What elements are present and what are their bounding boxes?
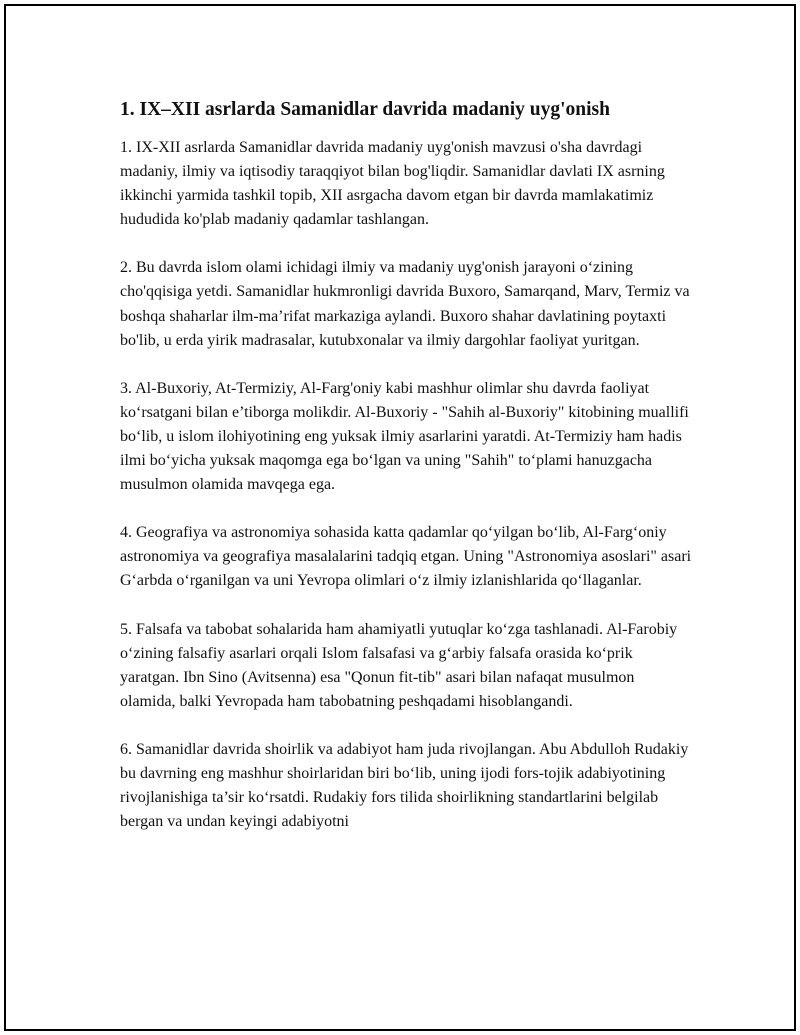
paragraph-4: 4. Geografiya va astronomiya sohasida katta qadamlar qo‘yilgan bo‘lib, Al-Farg‘oniy astronomiya va geografiya masalalarini tadqiq etgan. Uning "Astronomiya asoslari" asari G‘arbda o‘rganilgan va uni Yevropa olimlari o‘z ilmiy izlanishlarida qo‘llaganlar.	[120, 524, 692, 590]
document-title: 1. IX–XII asrlarda Samanidlar davrida madaniy uyg'onish	[120, 99, 610, 120]
document-content	[120, 96, 692, 858]
paragraph-2: 2. Bu davrda islom olami ichidagi ilmiy va madaniy uyg'onish jarayoni o‘zining cho'qqisiga yetdi. Samanidlar hukmronligi davrida Buxoro, Samarqand, Marv, Termiz va boshqa shaharlar ilm-ma’rifat markaziga aylandi. Buxoro shahar davlatining poytaxti bo'lib, u erda yirik madrasalar, kutubxonalar va ilmiy dargohlar faoliyat yuritgan.	[120, 259, 690, 349]
paragraph-5: 5. Falsafa va tabobat sohalarida ham ahamiyatli yutuqlar ko‘zga tashlanadi. Al-Farobiy o‘zining falsafiy asarlari orqali Islom falsafasi va g‘arbiy falsafa orasida ko‘prik yaratgan. Ibn Sino (Avitsenna) esa "Qonun fit-tib" asari bilan nafaqat musulmon olamida, balki Yevropada ham tabobatning peshqadami hisoblangandi.	[120, 620, 678, 710]
paragraph-3: 3. Al-Buxoriy, At-Termiziy, Al-Farg'oniy kabi mashhur olimlar shu davrda faoliyat ko‘rsatgani bilan e’tiborga molikdir. Al-Buxoriy - "Sahih al-Buxoriy" kitobining muallifi bo‘lib, u islom ilohiyotining eng yuksak ilmiy asarlarini yaratdi. At-Termiziy ham hadis ilmi bo‘yicha yuksak maqomga ega bo‘lgan va uning "Sahih" to‘plami hanuzgacha musulmon olamida mavqega ega.	[120, 379, 689, 494]
document-page	[4, 4, 796, 1031]
paragraph-6: 6. Samanidlar davrida shoirlik va adabiyot ham juda rivojlangan. Abu Abdulloh Rudakiy bu davrning eng mashhur shoirlaridan biri bo‘lib, uning ijodi fors-tojik adabiyotining rivojlanishiga ta’sir ko‘rsatdi. Rudakiy fors tilida shoirlikning standartlarini belgilab bergan va undan keyingi adabiyotni	[120, 740, 689, 831]
paragraph-1: 1. IX-XII asrlarda Samanidlar davrida madaniy uyg'onish mavzusi o'sha davrdagi madaniy, ilmiy va iqtisodiy taraqqiyot bilan bog'liqdir. Samanidlar davlati IX asrning ikkinchi yarmida tashkil topib, XII asrgacha davom etgan bir davrda mamlakatimiz hududida ko'plab madaniy qadamlar tashlangan.	[120, 139, 665, 229]
